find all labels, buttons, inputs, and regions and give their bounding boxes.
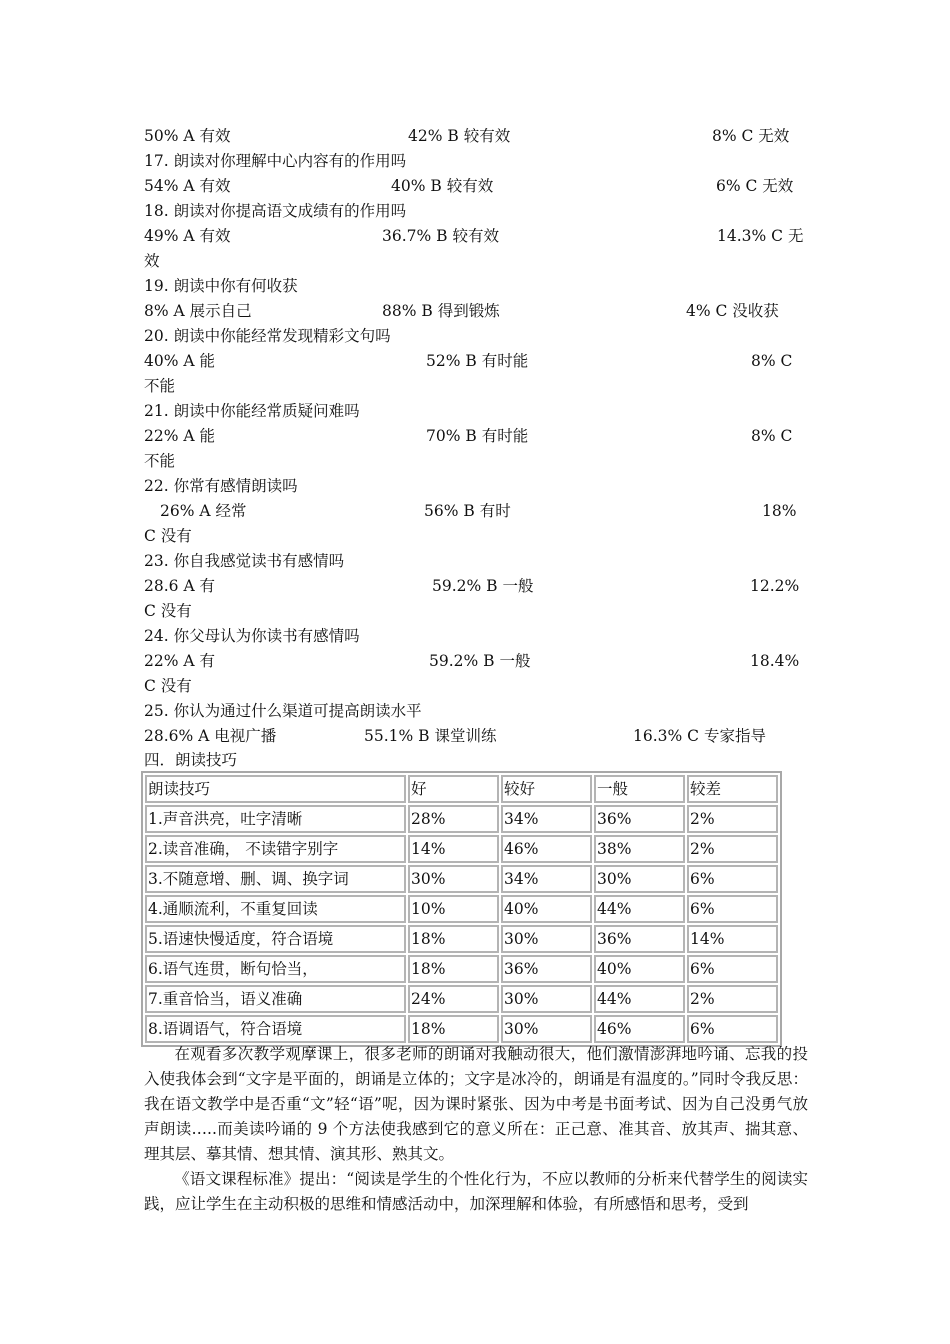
table-cell: 18%: [408, 955, 499, 983]
table-row: [145, 805, 778, 833]
table-cell: 10%: [408, 895, 499, 923]
table-cell: 44%: [594, 985, 685, 1013]
table-row: [145, 1015, 778, 1043]
answer-c: 8% C 无效: [712, 127, 790, 145]
answer-wrap: C 没有: [144, 677, 192, 695]
paragraph-text: 在观看多次教学观摩课上，很多老师的朗诵对我触动很大，他们激情澎湃地吟诵、忘我的投入使我体会到“文字是平面的，朗诵是立体的；文字是冰冷的，朗诵是有温度的。”同时令我反思：我在语文教学中是否重“文”轻“语”呢，因为课时紧张、因为中考是书面考试、因为自己没勇气放声朗读…..而美读吟诵的 9 个方法使我感到它的意义所在：正己意、准其音、放其声、揣其意、理其层、摹其情、想其情、演其形、熟其文。: [144, 1045, 808, 1163]
answer-c: 18%: [762, 502, 797, 520]
table-cell: 36%: [594, 925, 685, 953]
table-cell: 44%: [594, 895, 685, 923]
answer-a: 26% A 经常: [160, 502, 247, 520]
body-paragraph: [144, 1167, 808, 1217]
question-19: 19. 朗读中你有何收获: [144, 277, 298, 295]
table-cell: 38%: [594, 835, 685, 863]
answer-b: 42% B 较有效: [408, 127, 511, 145]
table-cell: 36%: [594, 805, 685, 833]
table-header-cell: 较好: [501, 775, 592, 803]
answer-c: 6% C 无效: [716, 177, 794, 195]
table-cell: 2%: [687, 835, 778, 863]
answer-a: 54% A 有效: [144, 177, 231, 195]
answer-c: 12.2%: [750, 577, 800, 595]
table-cell: 18%: [408, 1015, 499, 1043]
table-header-cell: 好: [408, 775, 499, 803]
table-row: [145, 985, 778, 1013]
table-cell: 40%: [594, 955, 685, 983]
reading-skills-table: [141, 771, 782, 1047]
answer-c: 18.4%: [750, 652, 800, 670]
table-cell: 6%: [687, 1015, 778, 1043]
table-cell: 30%: [501, 1015, 592, 1043]
table-cell: 46%: [594, 1015, 685, 1043]
answer-a: 49% A 有效: [144, 227, 231, 245]
question-22: 22. 你常有感情朗读吗: [144, 477, 298, 495]
answer-b: 40% B 较有效: [391, 177, 494, 195]
table-header-row: [145, 775, 778, 803]
answer-b: 70% B 有时能: [426, 427, 529, 445]
answer-b: 52% B 有时能: [426, 352, 529, 370]
table-cell: 40%: [501, 895, 592, 923]
table-cell: 6%: [687, 865, 778, 893]
table-header-cell: 较差: [687, 775, 778, 803]
answer-b: 36.7% B 较有效: [382, 227, 499, 245]
answer-c: 16.3% C 专家指导: [633, 727, 766, 745]
question-25: 25. 你认为通过什么渠道可提高朗读水平: [144, 702, 422, 720]
answer-b: 88% B 得到锻炼: [382, 302, 500, 320]
answer-a: 8% A 展示自己: [144, 302, 252, 320]
answer-a: 50% A 有效: [144, 127, 231, 145]
answer-b: 55.1% B 课堂训练: [364, 727, 497, 745]
table-cell: 6%: [687, 955, 778, 983]
table-cell: 30%: [501, 985, 592, 1013]
answer-wrap: 不能: [144, 377, 176, 395]
answer-a: 28.6 A 有: [144, 577, 216, 595]
answer-b: 56% B 有时: [424, 502, 511, 520]
table-cell: 30%: [408, 865, 499, 893]
table-cell: 24%: [408, 985, 499, 1013]
table-header-cell: 朗读技巧: [145, 775, 406, 803]
question-24: 24. 你父母认为你读书有感情吗: [144, 627, 360, 645]
table-cell: 2%: [687, 805, 778, 833]
question-21: 21. 朗读中你能经常质疑问难吗: [144, 402, 360, 420]
table-cell: 30%: [594, 865, 685, 893]
table-cell: 4.通顺流利，不重复回读: [145, 895, 406, 923]
answer-b: 59.2% B 一般: [429, 652, 531, 670]
section-title: 四．朗读技巧: [144, 751, 238, 769]
table-row: [145, 865, 778, 893]
answer-wrap: 效: [144, 252, 160, 270]
table-cell: 6.语气连贯，断句恰当，: [145, 955, 406, 983]
answer-c: 4% C 没收获: [686, 302, 779, 320]
question-20: 20. 朗读中你能经常发现精彩文句吗: [144, 327, 391, 345]
answer-a: 28.6% A 电视广播: [144, 727, 277, 745]
body-paragraph: [144, 1042, 808, 1167]
table-cell: 7.重音恰当，语义准确: [145, 985, 406, 1013]
table-cell: 5.语速快慢适度，符合语境: [145, 925, 406, 953]
answer-wrap: 不能: [144, 452, 176, 470]
table-row: [145, 925, 778, 953]
table-cell: 14%: [408, 835, 499, 863]
table-cell: 36%: [501, 955, 592, 983]
answer-wrap: C 没有: [144, 527, 192, 545]
table-cell: 14%: [687, 925, 778, 953]
answer-c: 14.3% C 无: [717, 227, 804, 245]
answer-a: 22% A 有: [144, 652, 215, 670]
table-cell: 28%: [408, 805, 499, 833]
table-cell: 1.声音洪亮，吐字清晰: [145, 805, 406, 833]
table-cell: 6%: [687, 895, 778, 923]
table-row: [145, 895, 778, 923]
table-header-cell: 一般: [594, 775, 685, 803]
answer-c: 8% C: [751, 427, 793, 445]
table-cell: 18%: [408, 925, 499, 953]
question-23: 23. 你自我感觉读书有感情吗: [144, 552, 345, 570]
table-cell: 2%: [687, 985, 778, 1013]
table-row: [145, 955, 778, 983]
table-cell: 2.读音准确， 不读错字别字: [145, 835, 406, 863]
answer-a: 22% A 能: [144, 427, 215, 445]
question-17: 17. 朗读对你理解中心内容有的作用吗: [144, 152, 407, 170]
table-cell: 8.语调语气，符合语境: [145, 1015, 406, 1043]
answer-wrap: C 没有: [144, 602, 192, 620]
answer-c: 8% C: [751, 352, 793, 370]
table-cell: 3.不随意增、删、调、换字词: [145, 865, 406, 893]
table-row: [145, 835, 778, 863]
question-18: 18. 朗读对你提高语文成绩有的作用吗: [144, 202, 407, 220]
table-cell: 34%: [501, 805, 592, 833]
table-cell: 30%: [501, 925, 592, 953]
table-cell: 34%: [501, 865, 592, 893]
table-cell: 46%: [501, 835, 592, 863]
answer-b: 59.2% B 一般: [432, 577, 534, 595]
paragraph-text: 《语文课程标准》提出：“阅读是学生的个性化行为，不应以教师的分析来代替学生的阅读实践，应让学生在主动积极的思维和情感活动中，加深理解和体验，有所感悟和思考，受到: [144, 1170, 808, 1213]
answer-a: 40% A 能: [144, 352, 215, 370]
